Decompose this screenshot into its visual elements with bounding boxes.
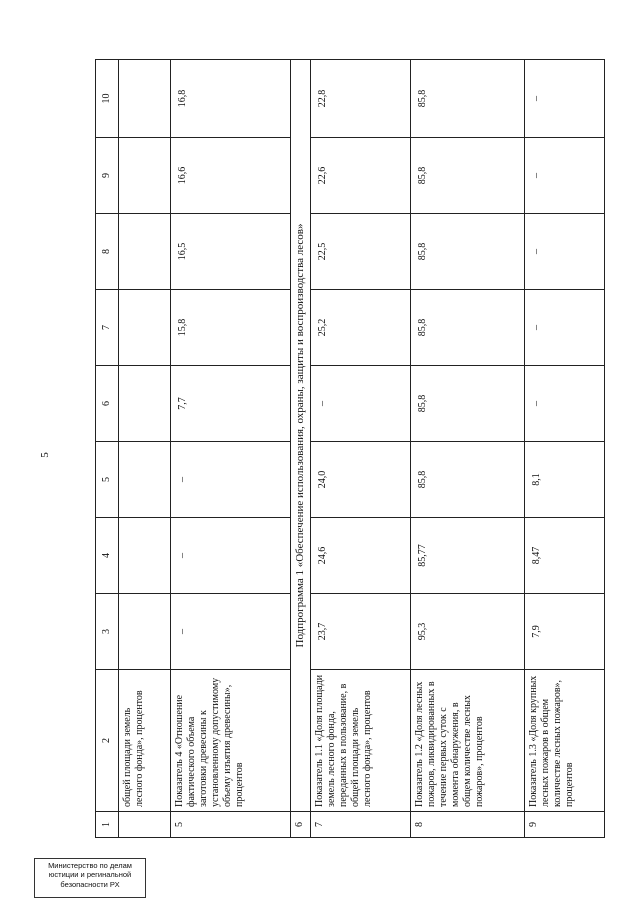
value-cell: 25,2 xyxy=(311,290,411,366)
value-cell: 16,8 xyxy=(171,60,291,138)
header-cell: 1 xyxy=(96,812,119,838)
value-cell xyxy=(119,442,171,518)
row-number: 6 xyxy=(291,812,311,838)
value-cell: 8,47 xyxy=(525,518,605,594)
value-cell: 85,8 xyxy=(411,60,525,138)
table-row xyxy=(411,60,525,838)
value-cell: 85,8 xyxy=(411,442,525,518)
value-cell: 85,8 xyxy=(411,214,525,290)
value-cell: 7,7 xyxy=(171,366,291,442)
value-cell: 8,1 xyxy=(525,442,605,518)
header-cell: 6 xyxy=(96,366,119,442)
indicator-name: Показатель 1.1 «Доля площади земель лесного фонда, переданных в пользование, в общей площади земель лесного фонда», процентов xyxy=(311,670,411,812)
header-cell: 7 xyxy=(96,290,119,366)
registration-stamp xyxy=(34,858,146,898)
value-cell: 24,0 xyxy=(311,442,411,518)
value-cell: – xyxy=(525,138,605,214)
row-number: 8 xyxy=(411,812,525,838)
table-row xyxy=(119,60,171,838)
value-cell xyxy=(119,138,171,214)
indicators-table xyxy=(95,59,605,838)
table-row xyxy=(171,60,291,838)
page-number: 5 xyxy=(39,452,51,458)
value-cell: – xyxy=(525,60,605,138)
subprogram-title: Подпрограмма 1 «Обеспечение использования, охраны, защиты и воспроизводства лесов» xyxy=(291,60,311,812)
stamp-line: юстиции и регинальной xyxy=(48,870,132,880)
header-cell: 8 xyxy=(96,214,119,290)
value-cell: 85,77 xyxy=(411,518,525,594)
indicator-name: Показатель 1.3 «Доля крупных лесных пожаров в общем количестве лесных пожаров», процентов xyxy=(525,670,605,812)
row-number xyxy=(119,812,171,838)
value-cell xyxy=(119,290,171,366)
value-cell: 16,5 xyxy=(171,214,291,290)
header-cell: 3 xyxy=(96,594,119,670)
indicator-name: Показатель 1.2 «Доля лесных пожаров, ликвидированных в течение первых суток с момента обнаружения, в общем количестве лесных пожаров», процентов xyxy=(411,670,525,812)
header-cell: 5 xyxy=(96,442,119,518)
subprogram-row xyxy=(291,60,311,838)
header-cell: 2 xyxy=(96,670,119,812)
stamp-line: безопасности РХ xyxy=(60,879,120,889)
header-cell: 4 xyxy=(96,518,119,594)
header-cell: 10 xyxy=(96,60,119,138)
header-cell: 9 xyxy=(96,138,119,214)
value-cell: 85,8 xyxy=(411,138,525,214)
value-cell xyxy=(119,594,171,670)
value-cell: 7,9 xyxy=(525,594,605,670)
value-cell: 95,3 xyxy=(411,594,525,670)
value-cell: 15,8 xyxy=(171,290,291,366)
row-number: 9 xyxy=(525,812,605,838)
table-row xyxy=(525,60,605,838)
indicator-name: общей площади земель лесного фонда», процентов xyxy=(119,670,171,812)
header-row xyxy=(96,60,119,838)
value-cell: – xyxy=(525,214,605,290)
value-cell xyxy=(119,214,171,290)
value-cell: – xyxy=(171,518,291,594)
value-cell: 85,8 xyxy=(411,366,525,442)
stamp-line: Министерство по делам xyxy=(48,861,132,870)
value-cell: 16,6 xyxy=(171,138,291,214)
value-cell: – xyxy=(171,594,291,670)
value-cell xyxy=(119,518,171,594)
value-cell: 85,8 xyxy=(411,290,525,366)
table-row xyxy=(311,60,411,838)
value-cell: 23,7 xyxy=(311,594,411,670)
document-table-area xyxy=(95,60,601,838)
row-number: 5 xyxy=(171,812,291,838)
value-cell: – xyxy=(171,442,291,518)
value-cell xyxy=(119,60,171,138)
value-cell xyxy=(119,366,171,442)
value-cell: – xyxy=(525,290,605,366)
value-cell: 22,6 xyxy=(311,138,411,214)
indicator-name: Показатель 4 «Отношение фактического объема заготовки древесины к установленному допустимому объему изъятия древесины», процентов xyxy=(171,670,291,812)
value-cell: – xyxy=(525,366,605,442)
value-cell: – xyxy=(311,366,411,442)
value-cell: 22,5 xyxy=(311,214,411,290)
value-cell: 22,8 xyxy=(311,60,411,138)
value-cell: 24,6 xyxy=(311,518,411,594)
row-number: 7 xyxy=(311,812,411,838)
